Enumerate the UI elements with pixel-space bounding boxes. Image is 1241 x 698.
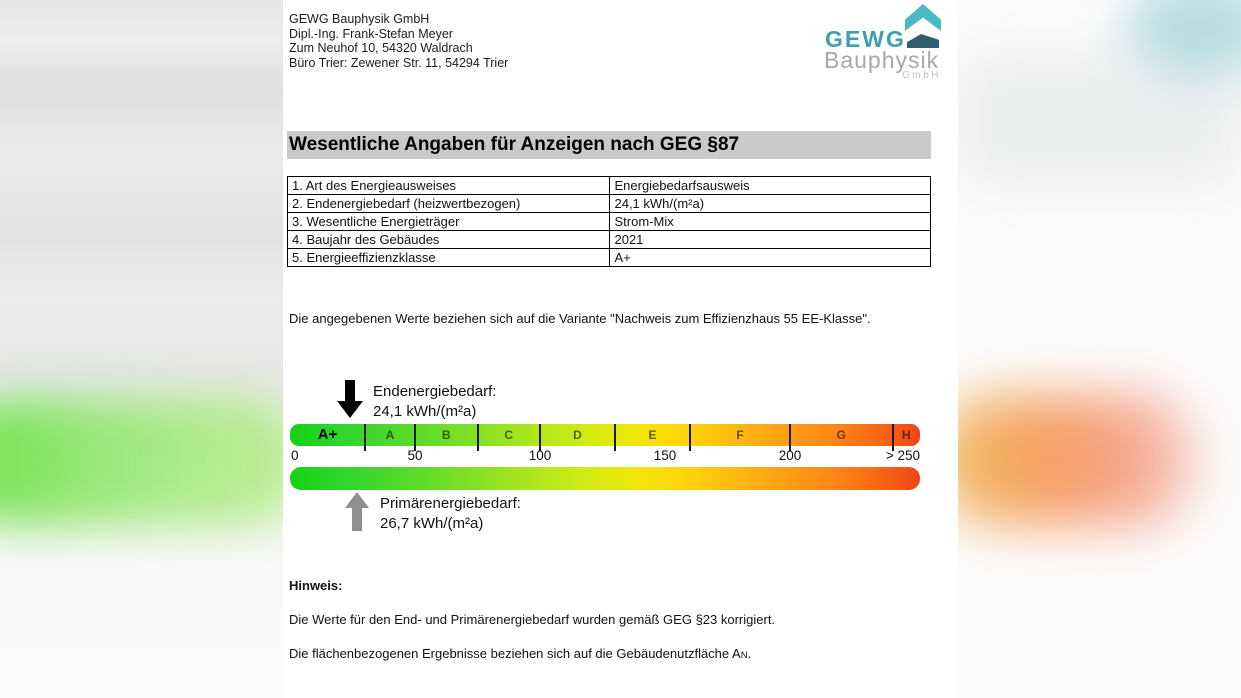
class-g-label: G (836, 428, 846, 442)
variant-note: Die angegebenen Werte beziehen sich auf die Variante "Nachweis zum Effizienzhaus 55 EE-Klasse". (289, 311, 871, 326)
class-aplus-label: A+ (317, 426, 338, 443)
row-label: 1. Art des Energieausweises (288, 177, 610, 195)
energy-scale-chart (283, 376, 943, 546)
endenergie-arrow (337, 380, 363, 418)
class-c-label: C (504, 428, 514, 442)
blurred-orange-blob (958, 395, 1203, 525)
arrow-head (337, 401, 363, 418)
roof-lower-base (907, 34, 939, 48)
letterhead-contact: Dipl.-Ing. Frank-Stefan Meyer (289, 26, 453, 41)
letterhead-office: Büro Trier: Zewener Str. 11, 54294 Trier (289, 55, 509, 70)
document-page (283, 0, 958, 698)
hinweis-line1: Die Werte für den End- und Primärenergiebedarf wurden gemäß GEG §23 korrigiert. (289, 612, 776, 627)
endenergie-label (373, 382, 496, 421)
row-label: 5. Energieeffizienzklasse (288, 249, 610, 267)
axis-label: > 250 (885, 448, 920, 463)
class-a-label: A (385, 428, 395, 442)
blurred-backdrop-right (958, 0, 1241, 698)
row-value: 2021 (610, 231, 931, 249)
axis-label: 0 (291, 448, 299, 463)
letterhead-address: Zum Neuhof 10, 54320 Waldrach (289, 41, 473, 55)
class-h-label: H (901, 428, 911, 442)
efficiency-class-band (290, 424, 920, 446)
subscript-n: N (740, 650, 748, 661)
hinweis-heading: Hinweis: (289, 578, 343, 593)
axis-label: 50 (407, 448, 423, 463)
row-value: Strom-Mix (610, 213, 931, 231)
roof-chevron-icon (905, 4, 941, 48)
logo-text-gmbh: GmbH (902, 70, 941, 81)
row-value: 24,1 kWh/(m²a) (610, 195, 931, 213)
row-value: Energiebedarfsausweis (610, 177, 931, 195)
table-row (288, 231, 931, 249)
axis-label: 100 (528, 448, 552, 463)
primaerenergie-label-title: Primärenergiebedarf: (380, 495, 521, 512)
scale-axis (290, 448, 920, 464)
arrow-shaft (345, 380, 355, 401)
axis-label: 150 (653, 448, 677, 463)
row-value: A+ (610, 249, 931, 267)
row-label: 2. Endenergiebedarf (heizwertbezogen) (288, 195, 610, 213)
primaerenergie-label (380, 494, 521, 533)
endenergie-label-title: Endenergiebedarf: (373, 383, 497, 400)
logo-text-gewg: GEWG (825, 26, 906, 52)
arrow-head (345, 492, 369, 508)
hinweis-line2-period: . (747, 646, 752, 661)
hinweis-line2-text: Die flächenbezogenen Ergebnisse beziehen sich auf die Gebäudenutzfläche A (289, 646, 741, 661)
blurred-backdrop-left (0, 0, 283, 698)
logo-text-bauphysik: Bauphysik (824, 47, 940, 73)
letterhead (289, 12, 508, 70)
info-table-body (288, 177, 931, 267)
letterhead-company: GEWG Bauphysik GmbH (289, 12, 430, 26)
document-title: Wesentliche Angaben für Anzeigen nach GEG §87 (287, 131, 931, 159)
table-row (288, 213, 931, 231)
table-row (288, 177, 931, 195)
axis-label: 200 (778, 448, 802, 463)
table-row (288, 249, 931, 267)
class-d-label: D (573, 428, 582, 442)
roof-upper-chevron (905, 4, 941, 31)
info-table (287, 176, 931, 267)
primaerenergie-label-value: 26,7 kWh/(m²a) (380, 514, 484, 532)
endenergie-label-value: 24,1 kWh/(m²a) (373, 402, 477, 420)
class-f-label: F (736, 428, 744, 442)
class-b-label: B (441, 428, 451, 442)
arrow-shaft (352, 508, 362, 531)
blurred-green-blob (0, 398, 283, 526)
class-e-label: E (648, 428, 657, 442)
primaerenergie-arrow (345, 492, 369, 531)
row-label: 4. Baujahr des Gebäudes (288, 231, 610, 249)
gradient-bar (290, 467, 920, 490)
hinweis-line2 (289, 646, 751, 661)
table-row (288, 195, 931, 213)
row-label: 3. Wesentliche Energieträger (288, 213, 610, 231)
company-logo (823, 0, 943, 85)
